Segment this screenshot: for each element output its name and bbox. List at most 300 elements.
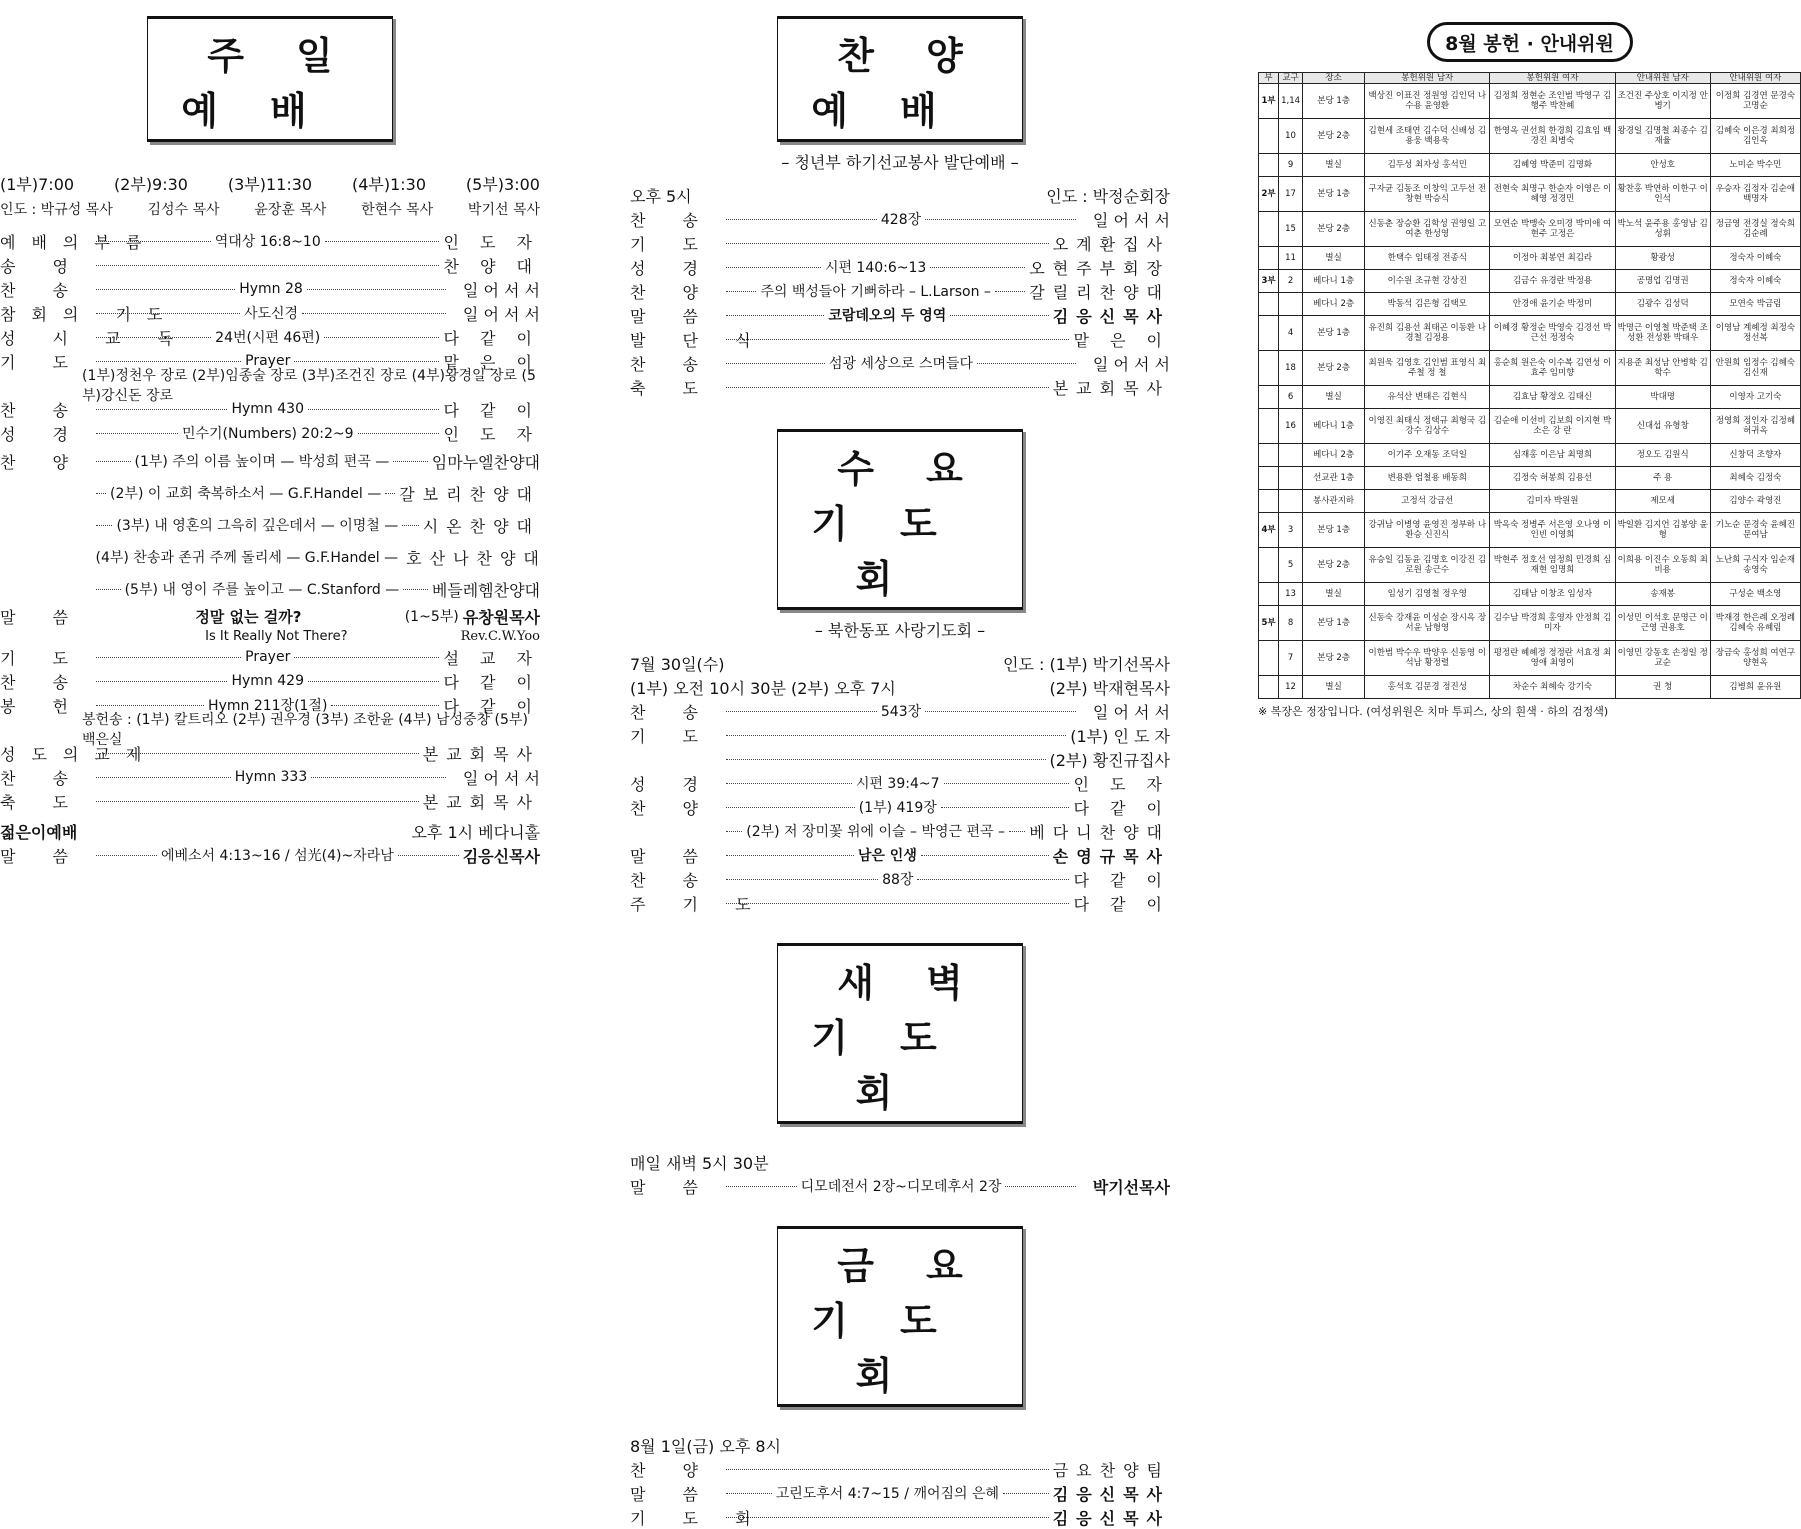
duty-row (1259, 548, 1801, 583)
duty-row (1259, 316, 1801, 351)
duty-cell: 이영자 고기숙 (1710, 386, 1800, 409)
order-content: 남은 인생 (857, 848, 917, 864)
duty-cell: 본당 1층 (1303, 316, 1365, 351)
duty-cell: 박일환 김지언 김봉양 윤 형 (1615, 513, 1710, 548)
duty-cell: 9 (1279, 154, 1303, 177)
duty-header-row (1259, 73, 1801, 84)
duty-cell: 김양수 곽영진 (1710, 490, 1800, 513)
order-responsible: 일 어 서 서 (1092, 702, 1170, 722)
duty-cell: 1부 (1259, 84, 1279, 119)
youth-preacher: 김응신목사 (462, 846, 540, 866)
duty-cell: 한택수 임태정 전종식 (1365, 247, 1490, 270)
duty-cell: 홍순희 원은숙 이수복 김연성 이효주 임미향 (1490, 351, 1615, 386)
duty-cell: 유진희 김용선 최태곤 이동환 나경철 김정용 (1365, 316, 1490, 351)
order-row (0, 541, 547, 573)
duty-cell (1259, 490, 1279, 513)
duty-cell: 강귀남 이병영 윤영진 정부하 나환승 신진식 (1365, 513, 1490, 548)
dawn-label: 말 씀 (630, 1177, 714, 1197)
duty-title: 8월 봉헌 · 안내위원 (1427, 22, 1633, 62)
sermon-preacher-en: Rev.C.W.Yoo (460, 628, 540, 644)
duty-cell: 본당 2층 (1303, 548, 1365, 583)
duty-cell: 임성기 김영철 정우영 (1365, 583, 1490, 606)
order-row (0, 301, 540, 325)
dawn-preacher: 박기선목사 (1092, 1177, 1171, 1197)
duty-cell (1259, 583, 1279, 606)
order-content: 역대상 16:8~10 (214, 234, 321, 250)
leader-1: 인도 : 박규성 목사 (0, 202, 113, 218)
duty-cell: 황찬홍 박연하 이한구 이인석 (1615, 177, 1710, 212)
duty-cell: 본당 1층 (1303, 513, 1365, 548)
duty-row (1259, 409, 1801, 444)
anthem-rows (0, 445, 547, 605)
wednesday-title: 수요기도회 (777, 429, 1023, 610)
duty-cell: 김혜영 박준미 김명화 (1490, 154, 1615, 177)
duty-cell: 김태남 이창조 임성자 (1490, 583, 1615, 606)
duty-cell: 박현주 정호선 염정희 민경희 심재현 임명희 (1490, 548, 1615, 583)
time-1: (1부)7:00 (0, 175, 75, 194)
duty-header: 교구 (1279, 73, 1303, 84)
duty-cell: 이기주 오재동 조덕일 (1365, 444, 1490, 467)
order-content: (2부) 저 장미꽃 위에 이슬 – 박영근 편곡 – (746, 824, 1006, 840)
order-label: 찬 양 (630, 798, 714, 818)
duty-cell: 유승일 김동윤 김명호 이강진 김로원 송근수 (1365, 548, 1490, 583)
order-responsible: 오계환집사 (1052, 234, 1170, 254)
order-rows-1 (0, 229, 540, 373)
order-content: Prayer (245, 353, 291, 369)
order-row (0, 645, 540, 669)
order-content: Hymn 28 (239, 281, 303, 297)
order-responsible: 임마누엘찬양대 (431, 452, 540, 472)
order-content: Hymn 333 (234, 769, 308, 785)
duty-table (1258, 72, 1801, 699)
wednesday-rows (630, 699, 1170, 915)
duty-cell: 한영옥 권선희 한경희 김효임 백경진 최병숙 (1490, 119, 1615, 154)
order-content: 섬광 세상으로 스며들다 (828, 356, 974, 372)
duty-cell: 6 (1279, 386, 1303, 409)
duty-row (1259, 270, 1801, 293)
order-row (630, 207, 1170, 231)
order-label: 발 단 식 (630, 330, 767, 350)
order-responsible: 설 교 자 (443, 648, 541, 668)
duty-row (1259, 513, 1801, 548)
order-label: 축 도 (0, 792, 84, 812)
duty-row (1259, 154, 1801, 177)
duty-cell: 노미순 박수민 (1710, 154, 1800, 177)
order-responsible: 금요찬양팀 (1052, 1460, 1170, 1480)
order-row (0, 229, 540, 253)
order-row (630, 327, 1170, 351)
duty-cell: 2 (1279, 270, 1303, 293)
order-label: 찬 송 (630, 210, 714, 230)
order-responsible: 오현주부회장 (1029, 258, 1171, 278)
duty-cell: 김효남 황정오 김태신 (1490, 386, 1615, 409)
order-label: 기 도 (0, 352, 84, 372)
duty-header: 봉헌위원 남자 (1365, 73, 1490, 84)
duty-cell: 홍석호 김문경 정진성 (1365, 676, 1490, 699)
duty-cell: 김혜숙 이은경 최희정 김인옥 (1710, 119, 1800, 154)
duty-cell: 차순수 최혜숙 강기숙 (1490, 676, 1615, 699)
duty-cell: 7 (1279, 641, 1303, 676)
order-row (630, 747, 1170, 771)
duty-cell: 우승자 김정자 김순애 백명자 (1710, 177, 1800, 212)
duty-cell: 16 (1279, 409, 1303, 444)
duty-cell: 이희용 이진수 오동희 최비용 (1615, 548, 1710, 583)
order-row (0, 741, 540, 765)
order-row (0, 765, 540, 789)
order-label: 찬 양 (0, 452, 84, 472)
youth-sermon-label: 말 씀 (0, 846, 84, 866)
duty-cell: 신동숙 강재윤 이성순 장시옥 장서윤 남형영 (1365, 606, 1490, 641)
order-label: 찬 양 (630, 1460, 714, 1480)
duty-cell: 이정희 김경연 문경숙 고명순 (1710, 84, 1800, 119)
duty-cell: 안성호 (1615, 154, 1710, 177)
duty-cell: 박명근 이영철 박준택 조성환 전성환 박태우 (1615, 316, 1710, 351)
dawn-time: 매일 새벽 5시 30분 (630, 1153, 769, 1173)
order-label: 기 도 (630, 234, 714, 254)
order-label: 성 경 (630, 258, 714, 278)
duty-row (1259, 641, 1801, 676)
duty-cell: 본당 1층 (1303, 84, 1365, 119)
duty-cell: 5 (1279, 548, 1303, 583)
order-responsible: 찬 양 대 (443, 256, 540, 276)
duty-cell: 박재경 한은례 오정례 김혜숙 유혜림 (1710, 606, 1800, 641)
duty-cell: 정숙자 이혜숙 (1710, 270, 1800, 293)
duty-cell: 장금숙 홍성희 여연구 양현옥 (1710, 641, 1800, 676)
order-responsible: 맡 은 이 (1073, 330, 1170, 350)
duty-cell: 박옥숙 정병주 서은영 오나영 이인빈 이영희 (1490, 513, 1615, 548)
order-responsible: 다 같 이 (1073, 894, 1170, 914)
duty-cell: 왕경일 김명철 최종수 김재율 (1615, 119, 1710, 154)
order-responsible: 다 같 이 (443, 328, 540, 348)
duty-row (1259, 247, 1801, 270)
duty-cell: 이한범 박수우 박양우 신동영 이석남 황정렬 (1365, 641, 1490, 676)
duty-cell (1279, 444, 1303, 467)
order-content: (5부) 내 영이 주를 높이고 — C.Stanford — (124, 582, 400, 598)
order-row (630, 375, 1170, 399)
order-responsible: 인 도 자 (1073, 774, 1170, 794)
order-label: 기 도 (630, 726, 714, 746)
duty-row (1259, 467, 1801, 490)
order-row (630, 231, 1170, 255)
order-row (630, 279, 1170, 303)
order-row (630, 351, 1170, 375)
duty-row (1259, 490, 1801, 513)
duty-cell (1279, 293, 1303, 316)
duty-cell: 구자균 김동조 이창익 고두선 전창현 박승식 (1365, 177, 1490, 212)
duty-cell: 김두성 최자성 홍석민 (1365, 154, 1490, 177)
duty-cell: 박대명 (1615, 386, 1710, 409)
duty-cell: 별실 (1303, 247, 1365, 270)
duty-cell: 최원욱 김영호 김인범 표영식 최주철 정 철 (1365, 351, 1490, 386)
duty-cell: 본당 2층 (1303, 641, 1365, 676)
order-row (630, 867, 1170, 891)
duty-cell: 11 (1279, 247, 1303, 270)
order-responsible: 손영규목사 (1052, 846, 1171, 866)
order-responsible: 인 도 자 (443, 424, 541, 444)
order-content: 사도신경 (243, 306, 299, 322)
dawn-content: 디모데전서 2장~디모데후서 2장 (800, 1179, 1002, 1195)
friday-title: 금요기도회 (777, 1226, 1023, 1407)
order-content: 428장 (880, 212, 922, 228)
duty-cell: 공명업 김명권 (1615, 270, 1710, 293)
duty-cell (1259, 444, 1279, 467)
order-label: 성 경 (630, 774, 714, 794)
service-times (0, 172, 540, 195)
prayer-note: (1부)정천우 장로 (2부)임종술 장로 (3부)조건진 장로 (4부)왕경일 장로 (5부)강신돈 장로 (82, 368, 536, 404)
order-responsible: 일 어 서 서 (1092, 354, 1171, 374)
duty-cell: 본당 2층 (1303, 351, 1365, 386)
weekly-services-column (630, 0, 1170, 1529)
sermon-en-row (0, 627, 540, 645)
wednesday-times: (1부) 오전 10시 30분 (2부) 오후 7시 (630, 678, 896, 698)
duty-row (1259, 84, 1801, 119)
order-row (630, 303, 1170, 327)
leader-2: 김성수 목사 (147, 202, 220, 218)
duty-header: 안내위원 남자 (1615, 73, 1710, 84)
order-label: 찬 송 (0, 280, 84, 300)
order-responsible: (2부) 황진규집사 (1049, 750, 1170, 770)
order-responsible: 김응신목사 (1052, 1508, 1170, 1528)
praise-time: 오후 5시 (630, 186, 692, 206)
duty-cell: 김병희 윤유원 (1710, 676, 1800, 699)
duty-cell: 베다니 2층 (1303, 444, 1365, 467)
duty-cell: 이수원 조규현 강상진 (1365, 270, 1490, 293)
order-row (630, 699, 1170, 723)
order-row (630, 891, 1170, 915)
duty-cell: 본당 2층 (1303, 119, 1365, 154)
wednesday-leader2: (2부) 박재현목사 (1049, 678, 1170, 698)
order-label: 봉 헌 (0, 696, 84, 716)
duty-cell: 이영민 강동호 손정일 정교순 (1615, 641, 1710, 676)
order-responsible: 다 같 이 (443, 696, 541, 716)
leader-5: 박기선 목사 (467, 202, 540, 218)
duty-cell: 이혜경 황정순 박영숙 김경선 박근선 정정숙 (1490, 316, 1615, 351)
duty-cell: 조건진 주상호 이지정 안병기 (1615, 84, 1710, 119)
order-responsible: 다 같 이 (443, 400, 541, 420)
duty-cell (1259, 386, 1279, 409)
duty-cell: 김순애 이선비 김보희 이지현 박소은 강 란 (1490, 409, 1615, 444)
duty-cell: 권 청 (1615, 676, 1710, 699)
youth-sermon-row (0, 843, 540, 867)
dawn-time-row (630, 1150, 1170, 1174)
order-content: (4부) 찬송과 존귀 주께 돌리세 — G.F.Handel — (95, 550, 399, 566)
order-content: (1부) 419장 (858, 800, 937, 816)
order-row (0, 349, 540, 373)
duty-header: 장소 (1303, 73, 1365, 84)
duty-cell: 이영남 계혜정 최정숙 정선복 (1710, 316, 1800, 351)
duty-cell: 구성순 백소영 (1710, 583, 1800, 606)
youth-sermon: 에베소서 4:13~16 / 섬光(4)~자라남 (160, 848, 394, 864)
sermon-title-en: Is It Really Not There? (205, 628, 348, 644)
praise-leader: 인도 : 박정순회장 (1046, 186, 1170, 206)
dawn-title: 새벽기도회 (777, 943, 1023, 1124)
duty-cell: 별실 (1303, 386, 1365, 409)
order-row (0, 509, 540, 541)
duty-cell: 17 (1279, 177, 1303, 212)
duty-header: 부 (1259, 73, 1279, 84)
order-responsible: 김응신목사 (1052, 306, 1171, 326)
order-row (630, 843, 1170, 867)
duty-cell: 김수남 박경희 홍영자 안정희 김미자 (1490, 606, 1615, 641)
duty-cell (1259, 154, 1279, 177)
duty-cell: 베다니 1층 (1303, 409, 1365, 444)
praise-title: 찬양예배 (777, 16, 1023, 142)
order-row (0, 397, 540, 421)
duty-cell: 정영희 정인자 김정혜 허귀옥 (1710, 409, 1800, 444)
duty-header: 안내위원 여자 (1710, 73, 1800, 84)
wednesday-times-row (630, 675, 1170, 699)
order-content: 민수기(Numbers) 20:2~9 (181, 426, 354, 442)
duty-cell: 안원희 임정수 김혜숙 김신재 (1710, 351, 1800, 386)
duty-cell: 신대섭 유형창 (1615, 409, 1710, 444)
order-responsible: 일 어 서 서 (462, 280, 540, 300)
duty-cell: 5부 (1259, 606, 1279, 641)
duty-cell (1259, 212, 1279, 247)
sermon-range: (1~5부) (404, 609, 459, 625)
duty-cell: 지용준 최성남 안병학 김학수 (1615, 351, 1710, 386)
duty-cell (1259, 247, 1279, 270)
order-label: 성 시 교 독 (0, 328, 190, 348)
order-content: Prayer (245, 649, 291, 665)
order-rows-4 (0, 741, 540, 813)
duty-cell: 신동춘 장승환 김학성 권영일 고여춘 한성영 (1365, 212, 1490, 247)
order-label: 축 도 (630, 378, 714, 398)
duty-cell (1279, 467, 1303, 490)
duty-row (1259, 606, 1801, 641)
duty-cell: 본당 1층 (1303, 606, 1365, 641)
duty-cell: 1,14 (1279, 84, 1303, 119)
duty-cell: 주 용 (1615, 467, 1710, 490)
order-content: 24번(시편 46편) (215, 330, 321, 346)
duty-cell: 기노순 문경숙 윤혜진 문여남 (1710, 513, 1800, 548)
duty-cell: 김광수 김성덕 (1615, 293, 1710, 316)
sermon-label: 말 씀 (0, 607, 84, 627)
order-content: 시편 39:4~7 (855, 776, 940, 792)
order-row (630, 771, 1170, 795)
order-row (0, 277, 540, 301)
duty-cell: 전현숙 최명구 한순자 이영은 이혜영 정경민 (1490, 177, 1615, 212)
duty-cell: 선교관 1층 (1303, 467, 1365, 490)
praise-time-row (630, 183, 1170, 207)
wednesday-date: 7월 30일(수) (630, 654, 725, 674)
duty-cell: 김금수 유경란 박정용 (1490, 270, 1615, 293)
duty-cell: 이성민 이석호 문명근 이근영 권용호 (1615, 606, 1710, 641)
duty-cell: 정오도 김원식 (1615, 444, 1710, 467)
order-responsible: 인 도 자 (443, 232, 540, 252)
order-row (630, 1457, 1170, 1481)
duty-cell: 10 (1279, 119, 1303, 154)
duty-cell: 별실 (1303, 154, 1365, 177)
duty-cell: 송재봉 (1615, 583, 1710, 606)
order-responsible: 갈보리찬양대 (399, 484, 541, 504)
friday-date-row (630, 1433, 1170, 1457)
sunday-service-column (0, 0, 547, 867)
order-row (0, 669, 540, 693)
youth-service-row (0, 819, 540, 843)
duty-row (1259, 676, 1801, 699)
order-content: Hymn 429 (231, 673, 304, 689)
dawn-sermon-row (630, 1174, 1170, 1198)
friday-rows (630, 1457, 1170, 1529)
duty-cell: 별실 (1303, 583, 1365, 606)
order-responsible: 본교회목사 (1052, 378, 1170, 398)
order-label: 찬 송 (630, 702, 714, 722)
dress-code-note: ※ 복장은 정장입니다. (여성위원은 치마 투피스, 상의 흰색 · 하의 검정색) (1258, 705, 1609, 718)
order-label: 말 씀 (630, 1484, 714, 1504)
time-2: (2부)9:30 (113, 175, 188, 194)
duty-cell: 평정란 혜혜정 정정란 서효정 최영애 최영이 (1490, 641, 1615, 676)
duty-cell: 모연숙 박금림 (1710, 293, 1800, 316)
order-label: 말 씀 (630, 306, 714, 326)
leader-4: 한현수 목사 (361, 202, 434, 218)
praise-rows (630, 207, 1170, 399)
order-responsible: 김응신목사 (1052, 1484, 1171, 1504)
duty-cell: 박노석 윤주용 홍영남 김성휘 (1615, 212, 1710, 247)
duty-cell: 별실 (1303, 676, 1365, 699)
order-row (0, 445, 540, 477)
offering-note: 봉헌송 : (1부) 칼트리오 (2부) 권우경 (3부) 조한윤 (4부) 남성중창 (5부) 백은실 (82, 712, 528, 748)
order-content: 고린도후서 4:7~15 / 깨어짐의 은혜 (775, 1486, 1000, 1502)
duty-cell: 심재홍 이은남 최명희 (1490, 444, 1615, 467)
duty-cell: 이영진 최태식 정택규 최형국 김강수 김상수 (1365, 409, 1490, 444)
order-row (0, 325, 540, 349)
duty-cell: 변용환 엄철용 배동희 (1365, 467, 1490, 490)
offering-usher-column (1258, 0, 1801, 719)
duty-cell: 18 (1279, 351, 1303, 386)
duty-cell: 안경애 윤기순 박정미 (1490, 293, 1615, 316)
order-content: 88장 (882, 872, 914, 888)
duty-cell: 4부 (1259, 513, 1279, 548)
duty-cell: 8 (1279, 606, 1303, 641)
order-row (630, 1505, 1170, 1529)
order-responsible: 일 어 서 서 (462, 304, 541, 324)
duty-cell: 백상진 이표진 정원영 김인덕 나수용 윤영환 (1365, 84, 1490, 119)
duty-cell: 15 (1279, 212, 1303, 247)
order-label: 주 기 도 (630, 894, 767, 914)
order-label: 찬 송 (0, 672, 84, 692)
duty-row (1259, 351, 1801, 386)
duty-cell (1259, 351, 1279, 386)
duty-cell: 베다니 2층 (1303, 293, 1365, 316)
duty-cell: 봉사관지하 (1303, 490, 1365, 513)
order-row (0, 573, 540, 605)
order-row (630, 795, 1170, 819)
order-responsible: 일 어 서 서 (1092, 210, 1170, 230)
duty-cell: 제모세 (1615, 490, 1710, 513)
duty-row (1259, 212, 1801, 247)
duty-cell: 김정희 정현순 조인범 박영구 김행주 박찬혜 (1490, 84, 1615, 119)
order-label: 찬 송 (0, 400, 84, 420)
duty-cell: 12 (1279, 676, 1303, 699)
praise-subtitle: – 청년부 하기선교봉사 발단예배 – (781, 153, 1019, 172)
duty-cell (1259, 316, 1279, 351)
duty-cell: 최혜숙 김정숙 (1710, 467, 1800, 490)
order-content: (2부) 이 교회 축복하소서 — G.F.Handel — (110, 486, 382, 502)
duty-cell: 박동석 김은형 김택모 (1365, 293, 1490, 316)
order-label: 찬 송 (630, 354, 714, 374)
duty-cell: 3 (1279, 513, 1303, 548)
order-label: 찬 송 (630, 870, 714, 890)
order-content: 주의 백성들아 기뻐하라 – L.Larson – (760, 284, 991, 300)
sermon-preacher: 유창원목사 (462, 607, 540, 627)
youth-time: 오후 1시 베다니홀 (411, 822, 540, 842)
duty-cell: 4 (1279, 316, 1303, 351)
wednesday-date-row (630, 651, 1170, 675)
duty-cell: 김정숙 허봉희 김용선 (1490, 467, 1615, 490)
order-responsible: 일 어 서 서 (462, 768, 540, 788)
order-label: 참회의 기도 (0, 304, 179, 324)
duty-cell (1259, 409, 1279, 444)
